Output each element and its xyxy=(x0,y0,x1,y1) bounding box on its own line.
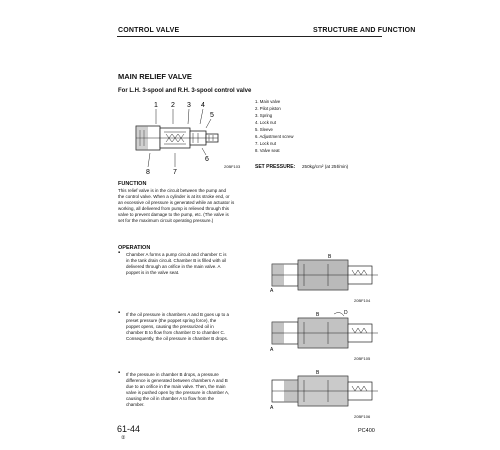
hatched-seat-region xyxy=(136,126,148,150)
operation-line: preset pressure (the poppet spring force), the xyxy=(126,318,217,323)
page-revision-mark: ② xyxy=(121,435,126,441)
parts-list-item: 2. Pilot piston xyxy=(255,106,281,111)
operation-item-3 xyxy=(126,372,266,408)
function-line: the control valve. When a cylinder is at its stroke end, or xyxy=(118,194,230,199)
operation-line: If the oil pressure in chambers A and B goes up to a xyxy=(126,312,230,317)
parts-list-item: 3. Spring xyxy=(255,113,273,118)
parts-list-item: 8. Valve seat xyxy=(255,148,280,153)
fig1-label-a: A xyxy=(270,288,274,294)
parts-list xyxy=(255,98,293,154)
header-right-title: STRUCTURE AND FUNCTION xyxy=(313,27,416,34)
operation-item-1 xyxy=(126,252,266,276)
function-paragraph xyxy=(118,188,268,224)
operation-line: chamber B to flow from chamber D to chamber C. xyxy=(126,330,226,335)
operation-line: poppet opens, causing the pressurized oil in xyxy=(126,324,214,329)
parts-list-item: 5. Sleeve xyxy=(255,127,273,132)
figure-code-2: 20BF105 xyxy=(354,356,371,361)
operation-line: poppet is in the valve seat. xyxy=(126,270,180,275)
callout-2: 2 xyxy=(171,102,175,109)
operation-line: Chamber A forms a pump circuit and chamber C is xyxy=(126,252,227,257)
callout-8: 8 xyxy=(146,169,150,176)
function-line: working, all delivered from pump is relieved through this xyxy=(118,206,230,211)
function-heading: FUNCTION xyxy=(118,181,147,187)
bullet-marker: ▪ xyxy=(118,310,121,316)
bullet-marker: ▪ xyxy=(118,250,121,256)
set-pressure-value: 250kg/cm² (at 25ℓ/min) xyxy=(302,164,349,169)
fig2-label-d: D xyxy=(344,310,348,316)
callout-1: 1 xyxy=(154,102,158,109)
fig1-label-b: B xyxy=(328,254,332,260)
callout-4: 4 xyxy=(201,102,205,109)
figure-code-1: 20BF104 xyxy=(354,298,371,303)
operation-line: causing the oil in chamber A to flow from the xyxy=(126,396,215,401)
operation-line: delivered through an orifice in the main valve. A xyxy=(126,264,221,269)
callout-7: 7 xyxy=(173,169,177,176)
fig2-label-a: A xyxy=(270,347,274,353)
operation-line: Consequently, the oil pressure in chamber B drops. xyxy=(126,336,228,341)
operation-heading: OPERATION xyxy=(118,245,151,251)
page-number: 61-44 xyxy=(117,424,141,434)
operation-line: valve is pushed open by the pressure in chamber A, xyxy=(126,390,230,395)
operation-line: due to an orifice in the main valve. Then, the main xyxy=(126,384,226,389)
function-line: valve to prevent damage to the pump, etc. (The valve is xyxy=(118,212,229,217)
operation-item-2 xyxy=(126,312,266,342)
operation-line: difference is generated between chambers A and B xyxy=(126,378,228,383)
parts-list-item: 6. Adjustment screw xyxy=(255,134,294,139)
header-left-title: CONTROL VALVE xyxy=(118,27,180,34)
parts-list-item: 7. Lock nut xyxy=(255,141,277,146)
section-subtitle: For L.H. 3-spool and R.H. 3-spool control valve xyxy=(118,88,252,94)
section-title: MAIN RELIEF VALVE xyxy=(118,72,192,81)
operation-diagram-2 xyxy=(268,308,386,354)
model-name: PC400 xyxy=(358,428,375,434)
function-line: an excessive oil pressure is generated while an actuator is xyxy=(118,200,235,205)
set-pressure-label: SET PRESSURE: xyxy=(255,164,296,170)
function-line: set for the maximum circuit operating pressure.) xyxy=(118,218,214,223)
callout-5: 5 xyxy=(210,112,214,119)
main-figure-code: 20BF103 xyxy=(224,164,241,169)
header-rule xyxy=(117,36,382,37)
operation-line: If the pressure in chamber B drops, a pressure xyxy=(126,372,219,377)
operation-diagram-1 xyxy=(268,250,386,295)
operation-line: chamber. xyxy=(126,402,145,407)
bullet-marker: ▪ xyxy=(118,370,121,376)
callout-3: 3 xyxy=(187,102,191,109)
parts-list-item: 1. Main valve xyxy=(255,99,281,104)
function-line: This relief valve is in the circuit between the pump and xyxy=(118,188,227,193)
operation-line: in the tank drain circuit. Chamber B is filled with oil xyxy=(126,258,227,263)
fig3-label-b: B xyxy=(316,370,320,376)
callout-6: 6 xyxy=(205,156,209,163)
fig3-label-a: A xyxy=(270,405,274,411)
fig2-label-b: B xyxy=(316,312,320,318)
parts-list-item: 4. Lock nut xyxy=(255,120,277,125)
figure-code-3: 20BF106 xyxy=(354,414,371,419)
operation-diagram-3 xyxy=(268,366,386,412)
